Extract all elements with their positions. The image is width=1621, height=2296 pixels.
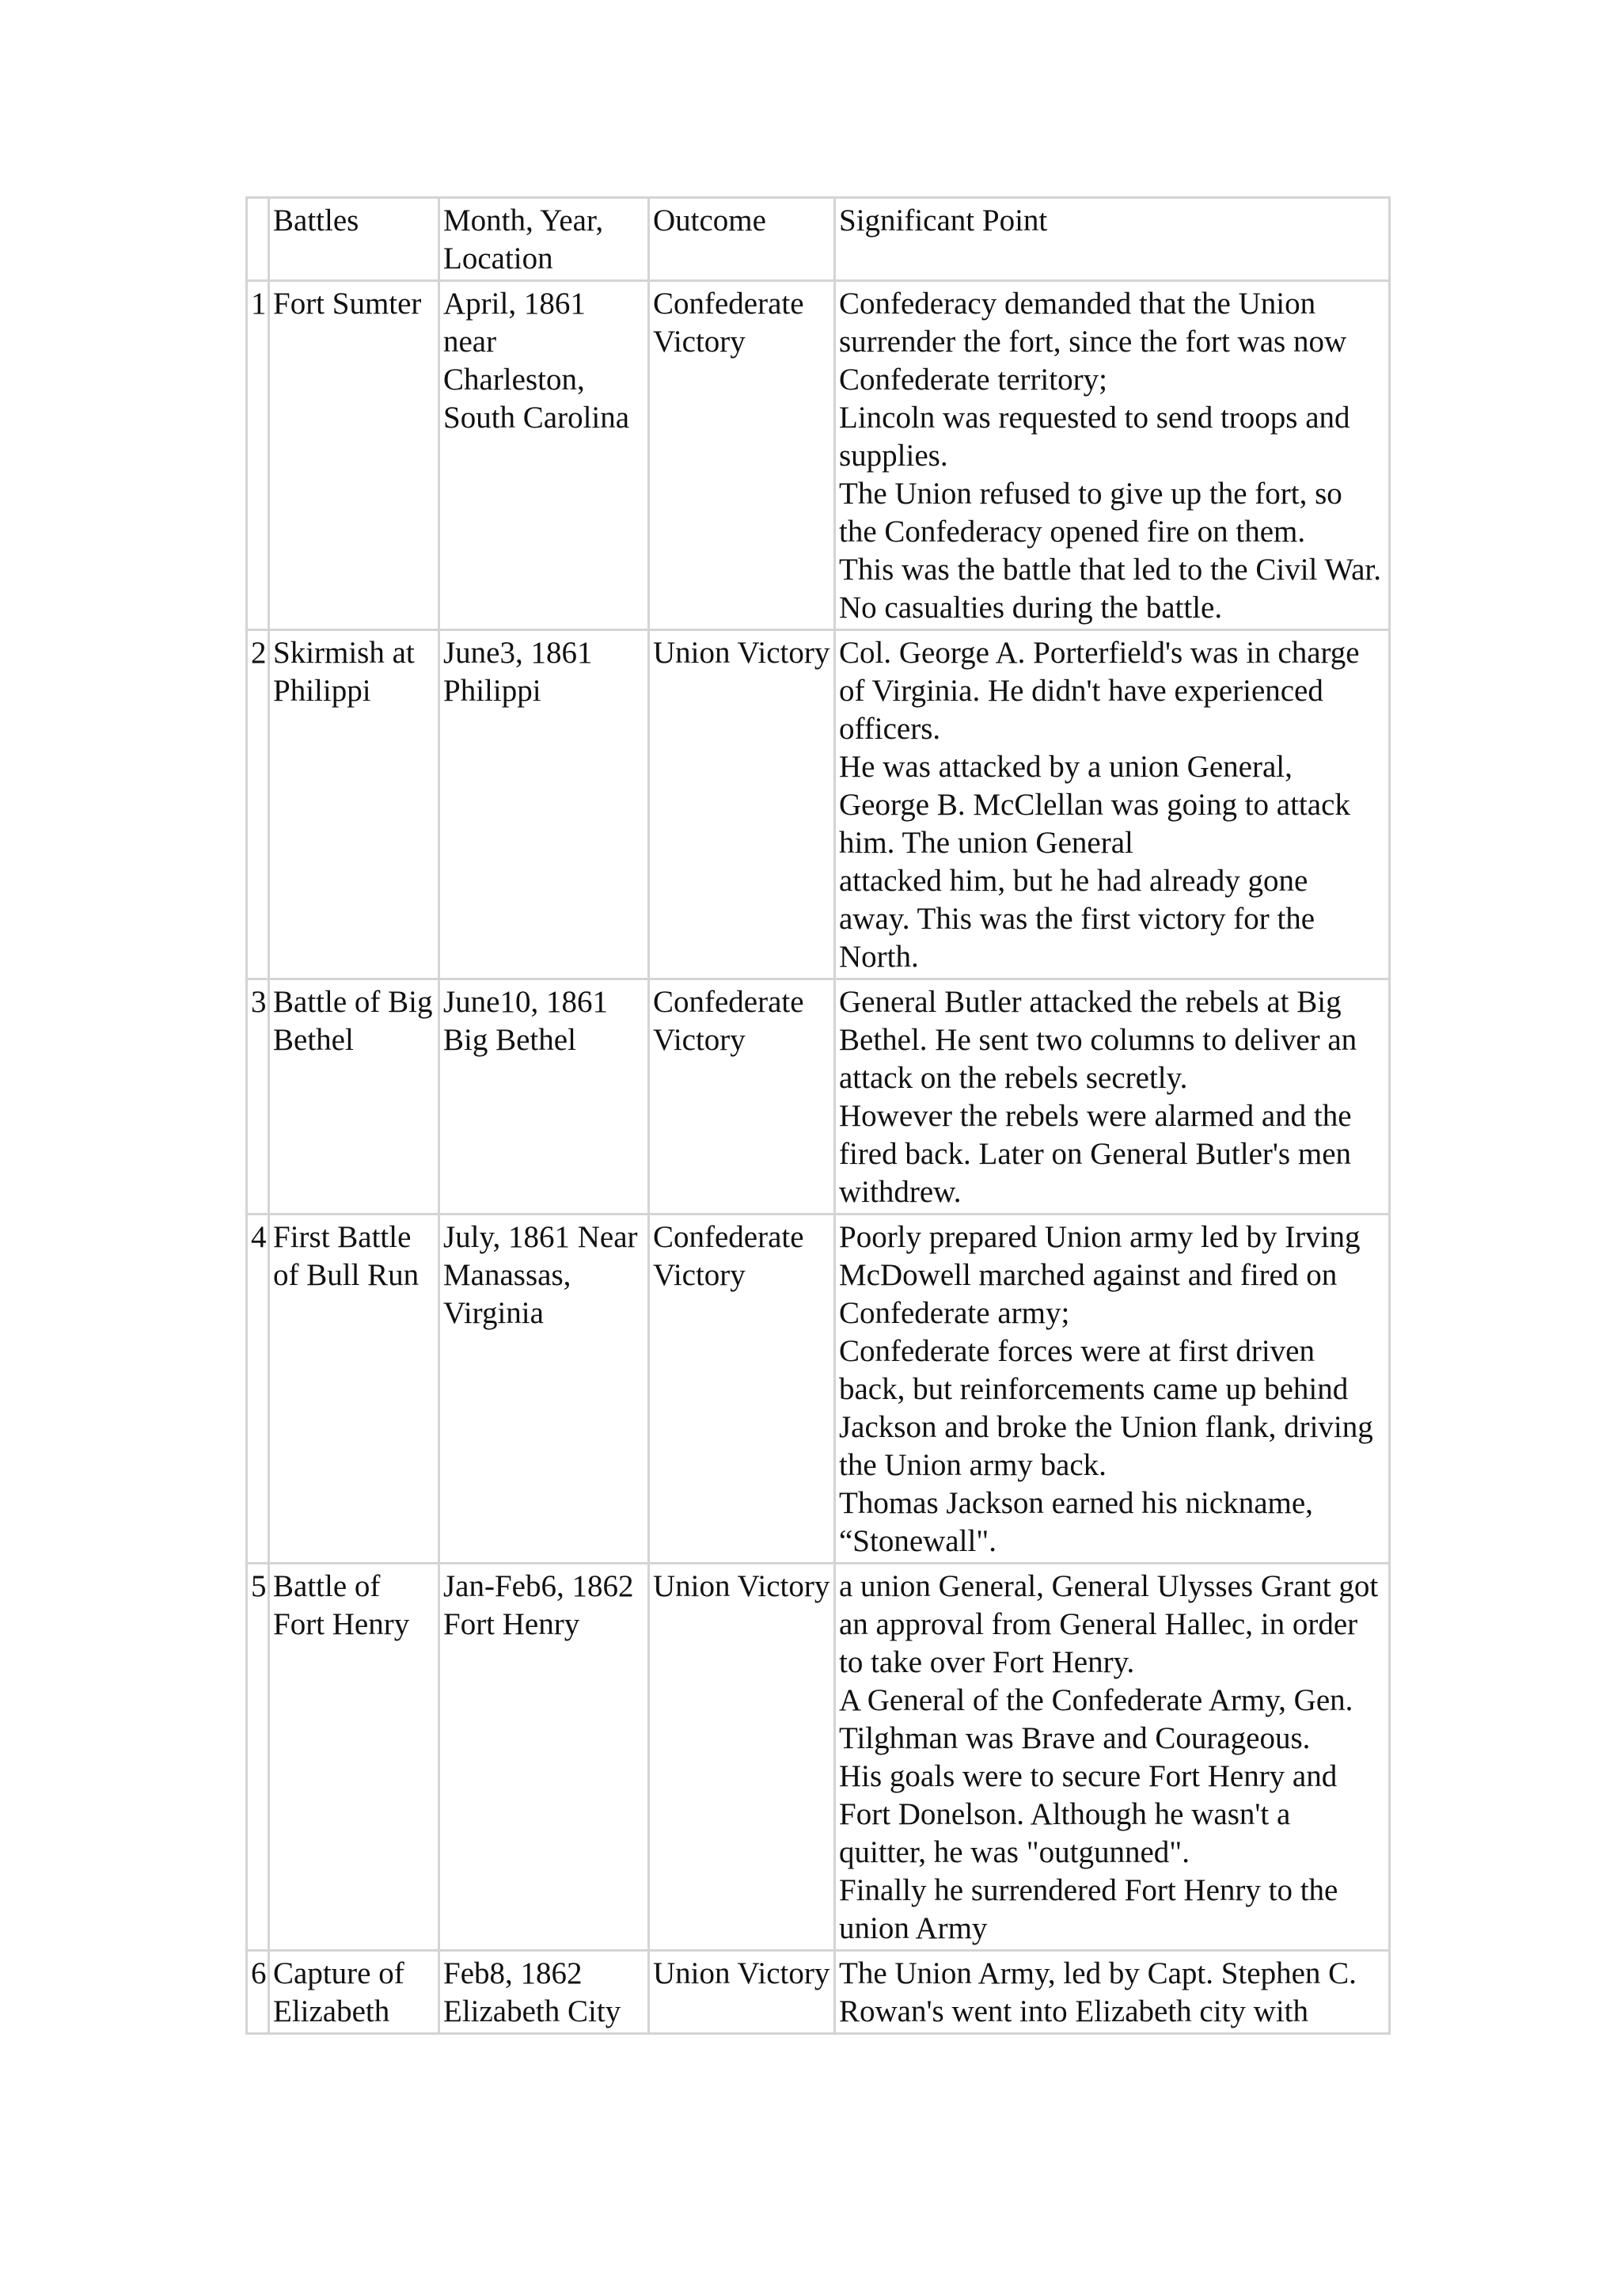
table-row bbox=[247, 630, 1390, 979]
point-line: Col. George A. Porterfield's was in charge of Virginia. He didn't have experienced officers. bbox=[839, 636, 1368, 746]
header-significant-point: Significant Point bbox=[835, 198, 1390, 281]
battle-date-location: April, 1861 near Charleston, South Carolina bbox=[439, 281, 649, 630]
battle-name: Capture of Elizabeth bbox=[269, 1951, 439, 2034]
point-line: Lincoln was requested to send troops and supplies. bbox=[839, 401, 1358, 473]
table-row bbox=[247, 1951, 1390, 2034]
significant-point bbox=[835, 979, 1390, 1215]
significant-point bbox=[835, 281, 1390, 630]
header-battles: Battles bbox=[269, 198, 439, 281]
table-row bbox=[247, 979, 1390, 1215]
battle-date-location: Feb8, 1862 Elizabeth City bbox=[439, 1951, 649, 2034]
battle-name: First Battle of Bull Run bbox=[269, 1215, 439, 1564]
point-line: He was attacked by a union General, George B. McClellan was going to attack him. The union General bbox=[839, 750, 1358, 860]
point-line: This was the battle that led to the Civil War. bbox=[839, 553, 1382, 587]
battle-name: Fort Sumter bbox=[269, 281, 439, 630]
row-number: 5 bbox=[247, 1564, 269, 1951]
row-number: 1 bbox=[247, 281, 269, 630]
header-date-location: Month, Year, Location bbox=[439, 198, 649, 281]
point-line: Confederate forces were at first driven back, but reinforcements came up behind Jackson and broke the Union flank, driving the Union army back. bbox=[839, 1334, 1381, 1482]
row-number: 3 bbox=[247, 979, 269, 1215]
table-row bbox=[247, 1215, 1390, 1564]
significant-point bbox=[835, 1215, 1390, 1564]
point-line: Thomas Jackson earned his nickname, “Stonewall". bbox=[839, 1486, 1321, 1558]
table-body bbox=[247, 281, 1390, 2034]
row-number: 2 bbox=[247, 630, 269, 979]
table-row bbox=[247, 1564, 1390, 1951]
battle-outcome: Confederate Victory bbox=[649, 1215, 835, 1564]
header-outcome: Outcome bbox=[649, 198, 835, 281]
row-number: 4 bbox=[247, 1215, 269, 1564]
battle-date-location: June3, 1861 Philippi bbox=[439, 630, 649, 979]
battle-date-location: July, 1861 Near Manassas, Virginia bbox=[439, 1215, 649, 1564]
battle-name: Battle of Big Bethel bbox=[269, 979, 439, 1215]
header-number bbox=[247, 198, 269, 281]
point-line: Poorly prepared Union army led by Irving McDowell marched against and fired on Confederate army; bbox=[839, 1220, 1369, 1330]
battle-outcome: Union Victory bbox=[649, 630, 835, 979]
battle-name: Skirmish at Philippi bbox=[269, 630, 439, 979]
point-line: attacked him, but he had already gone away. This was the first victory for the North. bbox=[839, 864, 1323, 974]
battle-date-location: June10, 1861 Big Bethel bbox=[439, 979, 649, 1215]
battle-outcome: Confederate Victory bbox=[649, 281, 835, 630]
point-line: Finally he surrendered Fort Henry to the union Army bbox=[839, 1873, 1346, 1945]
battles-table bbox=[245, 196, 1391, 2035]
significant-point bbox=[835, 1951, 1390, 2034]
point-line: However the rebels were alarmed and the fired back. Later on General Butler's men withdrew. bbox=[839, 1099, 1360, 1209]
point-line: a union General, General Ulysses Grant got an approval from General Hallec, in order to take over Fort Henry. bbox=[839, 1569, 1386, 1679]
point-line: A General of the Confederate Army, Gen. Tilghman was Brave and Courageous. bbox=[839, 1683, 1361, 1755]
point-line: The Union Army, led by Capt. Stephen C. Rowan's went into Elizabeth city with bbox=[839, 1956, 1365, 2028]
battle-date-location: Jan-Feb6, 1862 Fort Henry bbox=[439, 1564, 649, 1951]
table-row bbox=[247, 281, 1390, 630]
row-number: 6 bbox=[247, 1951, 269, 2034]
significant-point bbox=[835, 630, 1390, 979]
point-line: The Union refused to give up the fort, so the Confederacy opened fire on them. bbox=[839, 477, 1350, 549]
table-header-row bbox=[247, 198, 1390, 281]
point-line: No casualties during the battle. bbox=[839, 591, 1223, 625]
point-line: General Butler attacked the rebels at Big Bethel. He sent two columns to deliver an attack on the rebels secretly. bbox=[839, 985, 1365, 1095]
significant-point bbox=[835, 1564, 1390, 1951]
battle-outcome: Union Victory bbox=[649, 1564, 835, 1951]
point-line: Confederacy demanded that the Union surrender the fort, since the fort was now Confederate territory; bbox=[839, 287, 1354, 397]
battle-name: Battle of Fort Henry bbox=[269, 1564, 439, 1951]
point-line: His goals were to secure Fort Henry and Fort Donelson. Although he wasn't a quitter, he was "outgunned". bbox=[839, 1759, 1345, 1869]
battle-outcome: Union Victory bbox=[649, 1951, 835, 2034]
battle-outcome: Confederate Victory bbox=[649, 979, 835, 1215]
